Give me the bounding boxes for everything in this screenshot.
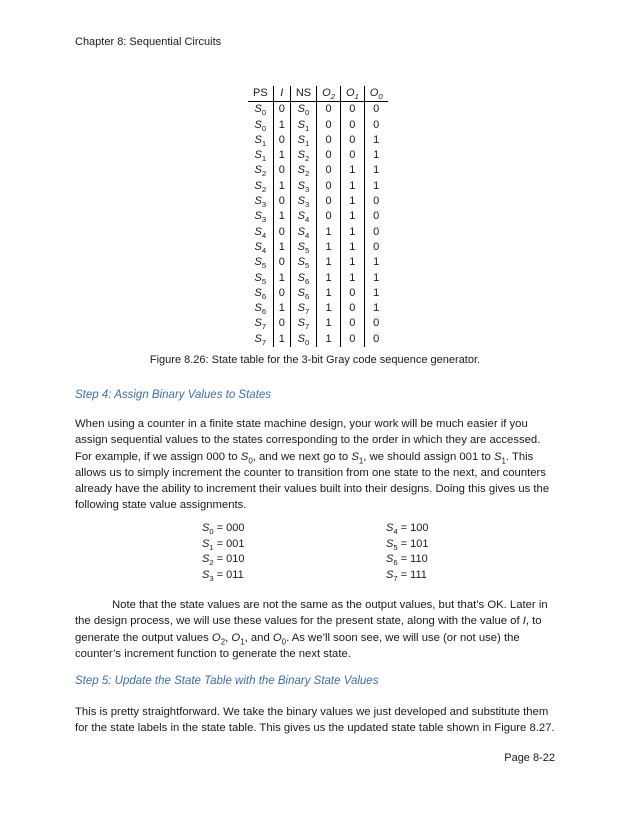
cell-o0: 1 xyxy=(373,286,380,299)
page-number: Page 8-22 xyxy=(504,752,555,764)
cell-ps: $S_7$ xyxy=(248,316,273,331)
cell-o0: 0 xyxy=(373,332,380,345)
table-row xyxy=(248,301,388,316)
cell-o2: 1 xyxy=(317,240,341,255)
cell-o1: 1 xyxy=(340,225,364,240)
col-header-ps: PS xyxy=(248,86,273,102)
step4-heading: Step 4: Assign Binary Values to States xyxy=(75,389,272,401)
cell-ns: $S_4$ xyxy=(290,209,316,224)
step4-note-paragraph: Note that the state values are not the same as the output values, but that’s OK. Later in the design process, we will use these values for the present state, along with the value of I, to generate the output values $O_2$, $O_1$, and $O_0$. As we’ll soon see, we will use (or not use) the counter’s increment function to generate the next state. xyxy=(75,599,548,660)
cell-ns: $S_4$ xyxy=(290,225,316,240)
cell-o0: 0 xyxy=(373,317,380,330)
cell-o0: 0 xyxy=(373,195,380,208)
cell-i: 1 xyxy=(273,118,290,133)
cell-o2: 1 xyxy=(317,301,341,316)
table-row xyxy=(248,255,388,270)
cell-o2: 1 xyxy=(317,316,341,331)
cell-ns: $S_0$ xyxy=(290,332,316,347)
cell-i: 0 xyxy=(273,225,290,240)
cell-i: 1 xyxy=(273,271,290,286)
table-row xyxy=(248,102,388,118)
cell-o2: 1 xyxy=(317,286,341,301)
col-header-i: I xyxy=(273,86,290,102)
step4-paragraph: When using a counter in a finite state machine design, your work will be much easier if you assign sequential values to the states corresponding to the order in which they are accessed. For example, if we assign 000 to $S_0$, and we next go to $S_1$, we should assign 001 to $S_1$. This allows us to simply increment the counter to transition from one state to the next, and counters already have the ability to increment their values built into their designs. Doing this gives us the following state value assignments. xyxy=(75,418,550,512)
cell-o1: 0 xyxy=(340,286,364,301)
cell-o1: 1 xyxy=(340,240,364,255)
cell-o1: 1 xyxy=(340,209,364,224)
cell-i: 0 xyxy=(273,163,290,178)
cell-o0: 0 xyxy=(373,118,380,131)
cell-o2: 0 xyxy=(317,163,341,178)
col-header-o0: $O_0$ xyxy=(364,86,387,102)
cell-ns: $S_2$ xyxy=(290,163,316,178)
cell-i: 1 xyxy=(273,332,290,347)
cell-ps: $S_5$ xyxy=(248,255,273,270)
cell-o1: 0 xyxy=(340,133,364,148)
assignment: $S_4 = 100$ xyxy=(386,522,429,537)
table-row xyxy=(248,148,388,163)
cell-o2: 1 xyxy=(317,255,341,270)
table-row xyxy=(248,179,388,194)
cell-o0: 1 xyxy=(373,179,380,192)
cell-ps: $S_1$ xyxy=(248,148,273,163)
cell-i: 1 xyxy=(273,240,290,255)
cell-o2: 0 xyxy=(317,133,341,148)
cell-ps: $S_6$ xyxy=(248,286,273,301)
cell-i: 1 xyxy=(273,301,290,316)
cell-o2: 1 xyxy=(317,225,341,240)
cell-i: 1 xyxy=(273,179,290,194)
figure-caption: Figure 8.26: State table for the 3-bit Gray code sequence generator. xyxy=(149,354,481,366)
table-row xyxy=(248,194,388,209)
cell-o1: 1 xyxy=(340,194,364,209)
step5-paragraph: This is pretty straightforward. We take the binary values we just developed and substitute them for the state labels in the state table. This gives us the updated state table shown in Figure 8.27. xyxy=(75,706,555,735)
cell-o0: 1 xyxy=(373,256,380,269)
cell-o2: 0 xyxy=(317,179,341,194)
cell-ns: $S_6$ xyxy=(290,286,316,301)
assignment: $S_1 = 001$ xyxy=(202,537,245,552)
cell-o1: 1 xyxy=(340,179,364,194)
cell-o1: 1 xyxy=(340,163,364,178)
assignment: $S_2 = 010$ xyxy=(202,553,245,568)
cell-ps: $S_1$ xyxy=(248,133,273,148)
cell-ns: $S_6$ xyxy=(290,271,316,286)
chapter-header: Chapter 8: Sequential Circuits xyxy=(75,36,222,48)
cell-ps: $S_3$ xyxy=(248,194,273,209)
assignment: $S_3 = 011$ xyxy=(202,568,244,583)
cell-ns: $S_1$ xyxy=(290,133,316,148)
cell-i: 1 xyxy=(273,148,290,163)
table-row xyxy=(248,316,388,331)
state-table-body xyxy=(248,102,388,347)
col-header-o1: $O_1$ xyxy=(340,86,364,102)
cell-o2: 0 xyxy=(317,194,341,209)
cell-ns: $S_1$ xyxy=(290,118,316,133)
assignment: $S_6 = 110$ xyxy=(386,553,428,568)
cell-ps: $S_4$ xyxy=(248,240,273,255)
state-table xyxy=(248,86,388,347)
cell-ps: $S_7$ xyxy=(248,332,273,347)
cell-ps: $S_2$ xyxy=(248,179,273,194)
col-header-o2: $O_2$ xyxy=(317,86,341,102)
assignment: $S_5 = 101$ xyxy=(386,537,429,552)
state-table-header-row xyxy=(248,86,388,102)
cell-ns: $S_5$ xyxy=(290,240,316,255)
table-row xyxy=(248,163,388,178)
cell-o2: 0 xyxy=(317,209,341,224)
cell-i: 0 xyxy=(273,102,290,118)
assignment: $S_0 = 000$ xyxy=(202,522,245,537)
cell-i: 0 xyxy=(273,255,290,270)
table-row xyxy=(248,332,388,347)
cell-i: 0 xyxy=(273,316,290,331)
cell-o0: 0 xyxy=(373,240,380,253)
cell-ps: $S_4$ xyxy=(248,225,273,240)
cell-o2: 1 xyxy=(317,332,341,347)
cell-ns: $S_2$ xyxy=(290,148,316,163)
cell-o2: 1 xyxy=(317,271,341,286)
table-row xyxy=(248,271,388,286)
cell-o0: 0 xyxy=(373,103,380,116)
cell-ns: $S_7$ xyxy=(290,316,316,331)
cell-ns: $S_3$ xyxy=(290,179,316,194)
assignment: $S_7 = 111$ xyxy=(386,568,427,583)
cell-ps: $S_6$ xyxy=(248,301,273,316)
table-row xyxy=(248,286,388,301)
table-row xyxy=(248,225,388,240)
cell-o2: 0 xyxy=(317,118,341,133)
cell-o2: 0 xyxy=(317,102,341,118)
cell-i: 0 xyxy=(273,133,290,148)
cell-ns: $S_0$ xyxy=(290,102,316,118)
cell-o0: 1 xyxy=(373,133,380,146)
col-header-ns: NS xyxy=(290,86,316,102)
cell-o1: 0 xyxy=(340,301,364,316)
cell-o1: 1 xyxy=(340,271,364,286)
cell-o1: 0 xyxy=(340,102,364,118)
cell-ps: $S_0$ xyxy=(248,118,273,133)
cell-ps: $S_2$ xyxy=(248,163,273,178)
cell-i: 1 xyxy=(273,209,290,224)
state-assignments-left xyxy=(202,521,245,583)
cell-i: 0 xyxy=(273,194,290,209)
table-row xyxy=(248,240,388,255)
table-row xyxy=(248,209,388,224)
cell-o1: 0 xyxy=(340,332,364,347)
cell-ns: $S_5$ xyxy=(290,255,316,270)
cell-o1: 0 xyxy=(340,148,364,163)
cell-o0: 1 xyxy=(373,164,380,177)
cell-o2: 0 xyxy=(317,148,341,163)
cell-o0: 1 xyxy=(373,149,380,162)
cell-ps: $S_3$ xyxy=(248,209,273,224)
cell-i: 0 xyxy=(273,286,290,301)
cell-o1: 0 xyxy=(340,316,364,331)
cell-o0: 1 xyxy=(373,271,380,284)
cell-o0: 0 xyxy=(373,210,380,223)
cell-o0: 1 xyxy=(373,302,380,315)
cell-ps: $S_5$ xyxy=(248,271,273,286)
table-row xyxy=(248,118,388,133)
cell-o1: 0 xyxy=(340,118,364,133)
state-assignments-right xyxy=(386,521,429,583)
cell-ns: $S_3$ xyxy=(290,194,316,209)
step5-heading: Step 5: Update the State Table with the Binary State Values xyxy=(75,675,379,687)
cell-ps: $S_0$ xyxy=(248,102,273,118)
cell-ns: $S_7$ xyxy=(290,301,316,316)
cell-o1: 1 xyxy=(340,255,364,270)
cell-o0: 0 xyxy=(373,225,380,238)
table-row xyxy=(248,133,388,148)
